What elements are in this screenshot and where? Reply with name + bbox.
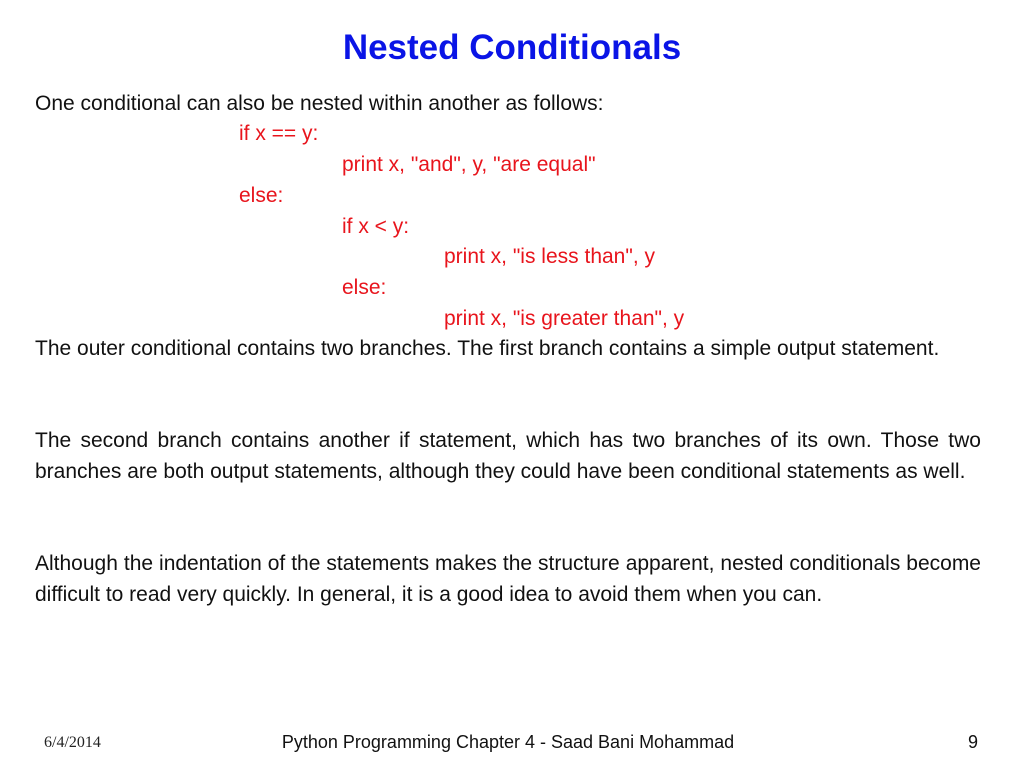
footer-date: 6/4/2014 — [44, 734, 101, 751]
code-line: if x == y: — [239, 122, 319, 145]
slide-title: Nested Conditionals — [342, 28, 682, 67]
paragraph: Although the indentation of the statements makes the structure apparent, nested conditionals become difficult to read very quickly. In general, it is a good idea to avoid them when you can. — [35, 552, 981, 606]
paragraph: The second branch contains another if statement, which has two branches of its own. Those two branches are both output statements, although they could have been conditional statements as well. — [35, 429, 981, 483]
code-line: print x, "is greater than", y — [444, 307, 685, 330]
code-line: print x, "and", y, "are equal" — [342, 153, 596, 176]
page-number: 9 — [968, 732, 979, 752]
code-line: else: — [239, 184, 284, 207]
footer-title: Python Programming Chapter 4 - Saad Bani Mohammad — [281, 732, 735, 752]
code-line: print x, "is less than", y — [444, 245, 655, 268]
code-line: if x < y: — [342, 215, 410, 238]
intro-text: One conditional can also be nested within another as follows: — [35, 92, 604, 115]
paragraph: The outer conditional contains two branches. The first branch contains a simple output statement. — [35, 337, 940, 360]
code-line: else: — [342, 276, 387, 299]
